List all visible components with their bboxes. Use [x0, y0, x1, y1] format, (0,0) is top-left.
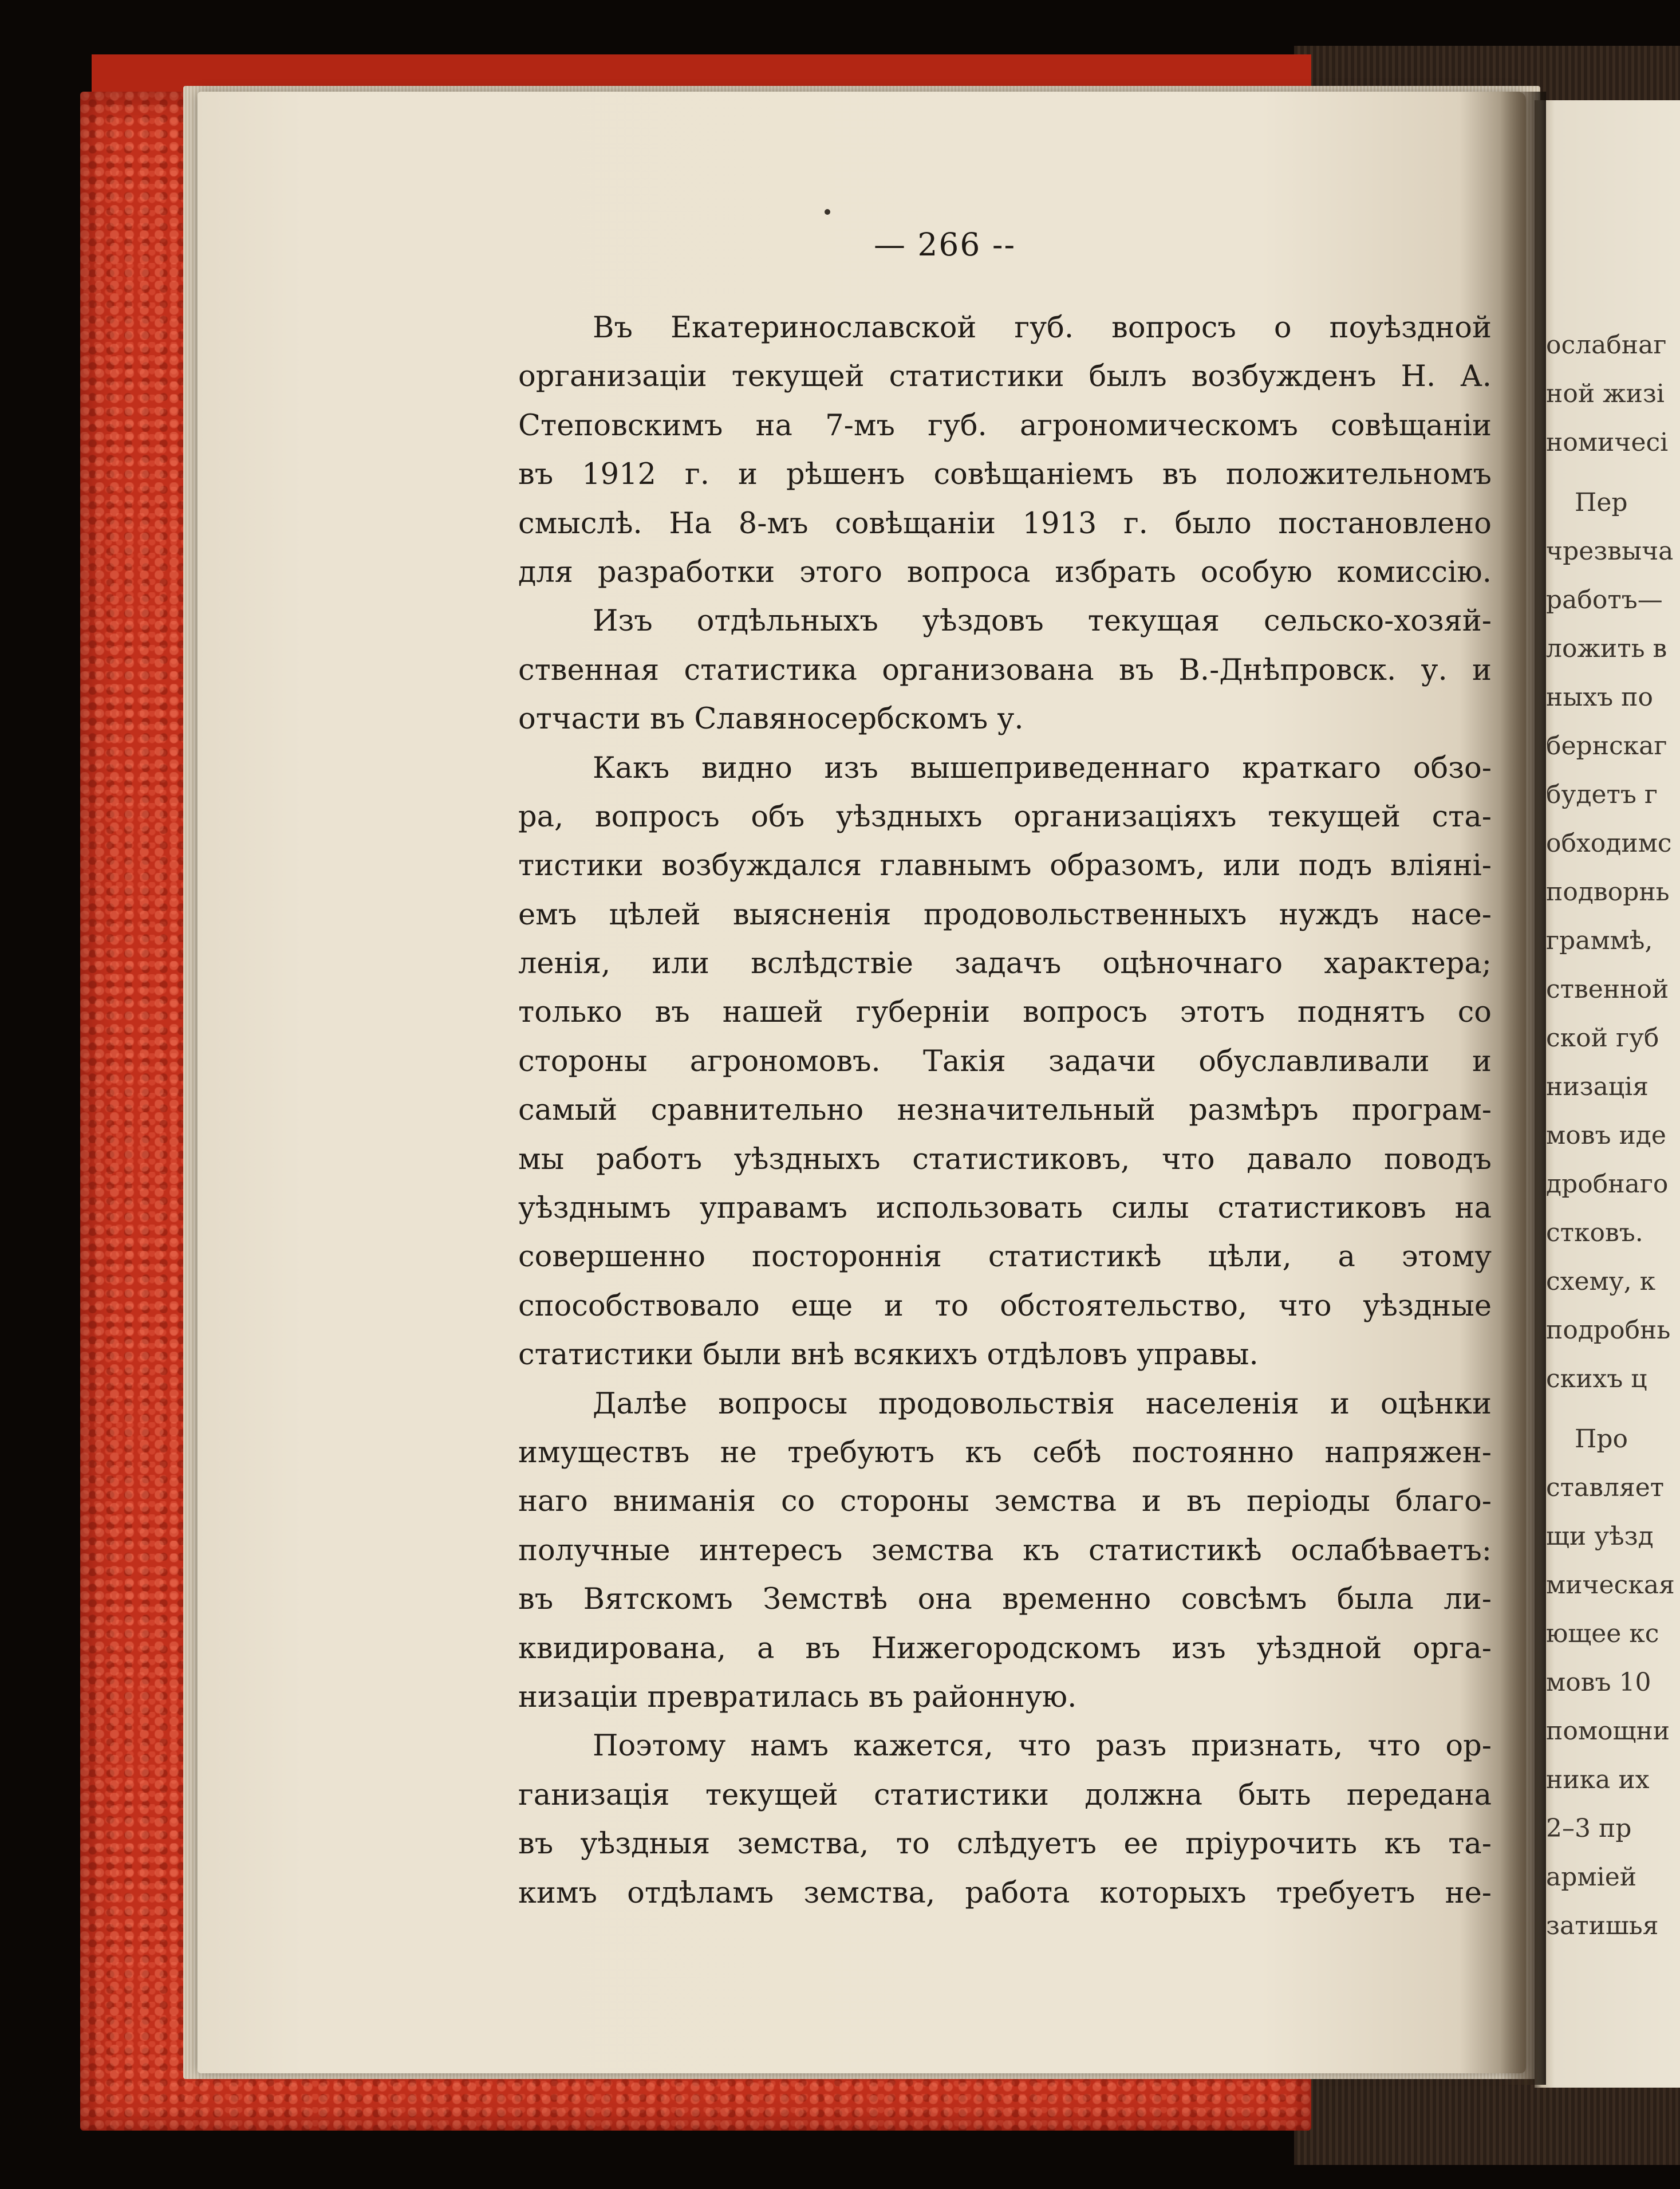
facing-page-text [1546, 321, 1680, 1950]
facing-text-line: ложить в [1546, 634, 1667, 663]
text-line: Далѣе вопросы продовольствія населенія и оцѣнки [593, 1387, 1492, 1421]
facing-text-line: Про [1575, 1424, 1628, 1454]
facing-text-line: ской губ [1546, 1023, 1659, 1053]
text-line: способствовало еще и то обстоятельство, что уѣздные [518, 1289, 1492, 1323]
text-line: въ Вятскомъ Земствѣ она временно совсѣмъ была ли- [518, 1582, 1492, 1617]
facing-text-line: затишья [1546, 1911, 1659, 1940]
text-line: мы работъ уѣздныхъ статистиковъ, что давало поводъ [518, 1142, 1492, 1176]
facing-text-line: граммѣ, [1546, 926, 1653, 955]
text-line: самый сравнительно незначительный размѣръ програм- [518, 1093, 1492, 1128]
page-number: — 266 -- [873, 226, 1016, 263]
text-line: стороны агрономовъ. Такія задачи обуславливали и [518, 1044, 1492, 1078]
facing-text-line: ной жизі [1546, 379, 1665, 408]
text-line: тистики возбуждался главнымъ образомъ, или подъ вліяні- [518, 849, 1492, 883]
facing-text-line: мовъ иде [1546, 1121, 1666, 1150]
facing-text-line: ника их [1546, 1765, 1650, 1794]
facing-text-line: ственной [1546, 975, 1669, 1004]
facing-text-line: номичесі [1546, 428, 1669, 457]
text-line: квидирована, а въ Нижегородскомъ изъ уѣздной орга- [518, 1631, 1492, 1666]
facing-text-line: подробнь [1546, 1316, 1671, 1345]
text-line: организаціи текущей статистики былъ возбужденъ Н. А. [518, 360, 1492, 394]
text-line: имуществъ не требуютъ къ себѣ постоянно напряжен- [518, 1435, 1492, 1470]
facing-text-line: подворнь [1546, 877, 1670, 907]
facing-text-line: обходимс [1546, 829, 1672, 858]
text-line: низаціи превратилась въ районную. [518, 1680, 1077, 1714]
facing-text-line: ныхъ по [1546, 683, 1653, 712]
facing-text-line: чрезвыча [1546, 537, 1674, 566]
facing-text-line: бернскаг [1546, 731, 1667, 761]
facing-text-line: дробнаго [1546, 1170, 1669, 1199]
text-line: ственная статистика организована въ В.-Днѣпровск. у. и [518, 653, 1492, 687]
facing-text-line: 2–3 пр [1546, 1814, 1632, 1843]
text-line: Поэтому намъ кажется, что разъ признать, что ор- [593, 1729, 1492, 1763]
text-line: въ 1912 г. и рѣшенъ совѣщаніемъ въ положительномъ [518, 458, 1492, 492]
text-line: наго вниманія со стороны земства и въ періоды благо- [518, 1485, 1492, 1519]
text-line: смыслѣ. На 8-мъ совѣщаніи 1913 г. было постановлено [518, 506, 1492, 541]
facing-text-line: низація [1546, 1072, 1649, 1101]
text-line: емъ цѣлей выясненія продовольственныхъ нуждъ насе- [518, 897, 1492, 932]
text-line: кимъ отдѣламъ земства, работа которыхъ требуетъ не- [518, 1876, 1492, 1910]
facing-text-line: мовъ 10 [1546, 1668, 1651, 1697]
facing-text-line: схему, к [1546, 1267, 1656, 1296]
paragraph-gap [1546, 1403, 1680, 1415]
facing-text-line: скихъ ц [1546, 1364, 1647, 1393]
text-line: Какъ видно изъ вышеприведеннаго краткаго обзо- [593, 751, 1492, 785]
facing-text-line: щи уѣзд [1546, 1522, 1654, 1551]
text-line: статистики были внѣ всякихъ отдѣловъ управы. [518, 1338, 1259, 1372]
text-line: получные интересъ земства къ статистикѣ ослабѣваетъ: [518, 1533, 1492, 1568]
page-body-text [518, 304, 1492, 1918]
facing-text-line: работъ— [1546, 585, 1663, 615]
text-line: Изъ отдѣльныхъ уѣздовъ текущая сельско-хозяй- [593, 604, 1492, 639]
facing-text-line: арміей [1546, 1863, 1637, 1892]
text-line: отчасти въ Славяносербскомъ у. [518, 702, 1024, 737]
facing-text-line: ослабнаг [1546, 330, 1667, 360]
facing-text-line: будетъ г [1546, 780, 1658, 809]
page-gutter-shadow [1500, 92, 1546, 2085]
facing-text-line: ставляет [1546, 1473, 1665, 1502]
text-line: Степовскимъ на 7-мъ губ. агрономическомъ совѣщаніи [518, 408, 1492, 443]
facing-text-line: стковъ. [1546, 1218, 1643, 1247]
text-line: въ уѣздныя земства, то слѣдуетъ ее пріурочить къ та- [518, 1827, 1492, 1861]
text-line: ленія, или вслѣдствіе задачъ оцѣночнаго характера; [518, 947, 1492, 981]
text-line: ганизація текущей статистики должна быть передана [518, 1778, 1492, 1812]
facing-text-line: ющее кс [1546, 1619, 1659, 1648]
facing-text-line: помощни [1546, 1716, 1670, 1746]
ink-speck [825, 209, 830, 215]
text-line: только въ нашей губерніи вопросъ этотъ поднятъ со [518, 995, 1492, 1030]
text-line: для разработки этого вопроса избрать особую комиссію. [518, 555, 1492, 589]
text-line: Въ Екатеринославской губ. вопросъ о поуѣздной [593, 311, 1492, 345]
text-line: ра, вопросъ объ уѣздныхъ организаціяхъ текущей ста- [518, 800, 1492, 834]
paragraph-gap [1546, 467, 1680, 478]
text-line: совершенно постороннія статистикѣ цѣли, а этому [518, 1240, 1492, 1274]
text-line: уѣзднымъ управамъ использовать силы статистиковъ на [518, 1191, 1492, 1226]
facing-text-line: мическая [1546, 1570, 1675, 1600]
facing-text-line: Пер [1575, 488, 1628, 517]
